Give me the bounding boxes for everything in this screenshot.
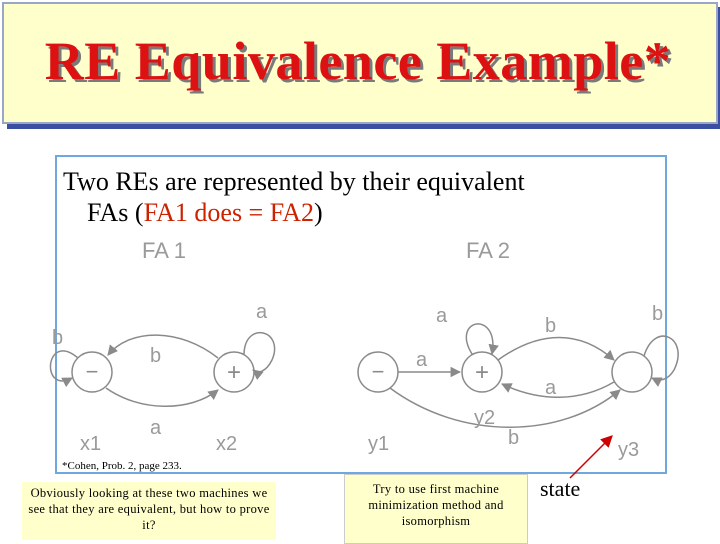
- fa1-final-symbol: +: [226, 359, 242, 386]
- fa2-edge-y1-y3-label: b: [508, 427, 520, 449]
- fa1-loop-x2-label: a: [256, 301, 268, 323]
- statement-highlight: FA1 does = FA2: [143, 198, 315, 227]
- fa1-x1-label: x1: [80, 433, 102, 455]
- fa1-edge-x1-x2-label: a: [150, 417, 162, 439]
- fa1-loop-x1-label: b: [52, 327, 64, 349]
- fa2-loop-y3-label: b: [652, 303, 664, 325]
- note-left: Obviously looking at these two machines we see that they are equivalent, but how to prove it?: [22, 482, 276, 540]
- fa2-y1-label: y1: [368, 433, 390, 455]
- fa1-label: FA 1: [142, 238, 187, 263]
- fa2-final-symbol: +: [474, 359, 490, 386]
- slide-title: RE Equivalence Example*: [44, 31, 672, 91]
- statement-line1: Two REs are represented by their equivalent: [63, 167, 525, 196]
- fa1-x2-label: x2: [216, 433, 238, 455]
- fa2-y3-label: y3: [618, 439, 640, 461]
- fa2-y2-label: y2: [474, 407, 496, 429]
- fa2-loop-y2-label: a: [436, 305, 448, 327]
- statement-suffix: ): [314, 198, 323, 227]
- citation: *Cohen, Prob. 2, page 233.: [62, 460, 182, 472]
- statement-prefix: FAs (: [87, 198, 144, 227]
- state-label: state: [540, 476, 581, 501]
- fa1-edge-x2-x1-label: b: [150, 345, 162, 367]
- fa2-edge-y1-y2-label: a: [416, 349, 428, 371]
- fa2-start-symbol: −: [371, 359, 385, 384]
- fa1-start-symbol: −: [85, 359, 99, 384]
- fa2-edge-y3-y2-label: a: [545, 377, 557, 399]
- note-middle: Try to use first machine minimization method and isomorphism: [344, 474, 528, 544]
- fa2-label: FA 2: [466, 238, 511, 263]
- fa2-edge-y2-y3-label: b: [545, 315, 557, 337]
